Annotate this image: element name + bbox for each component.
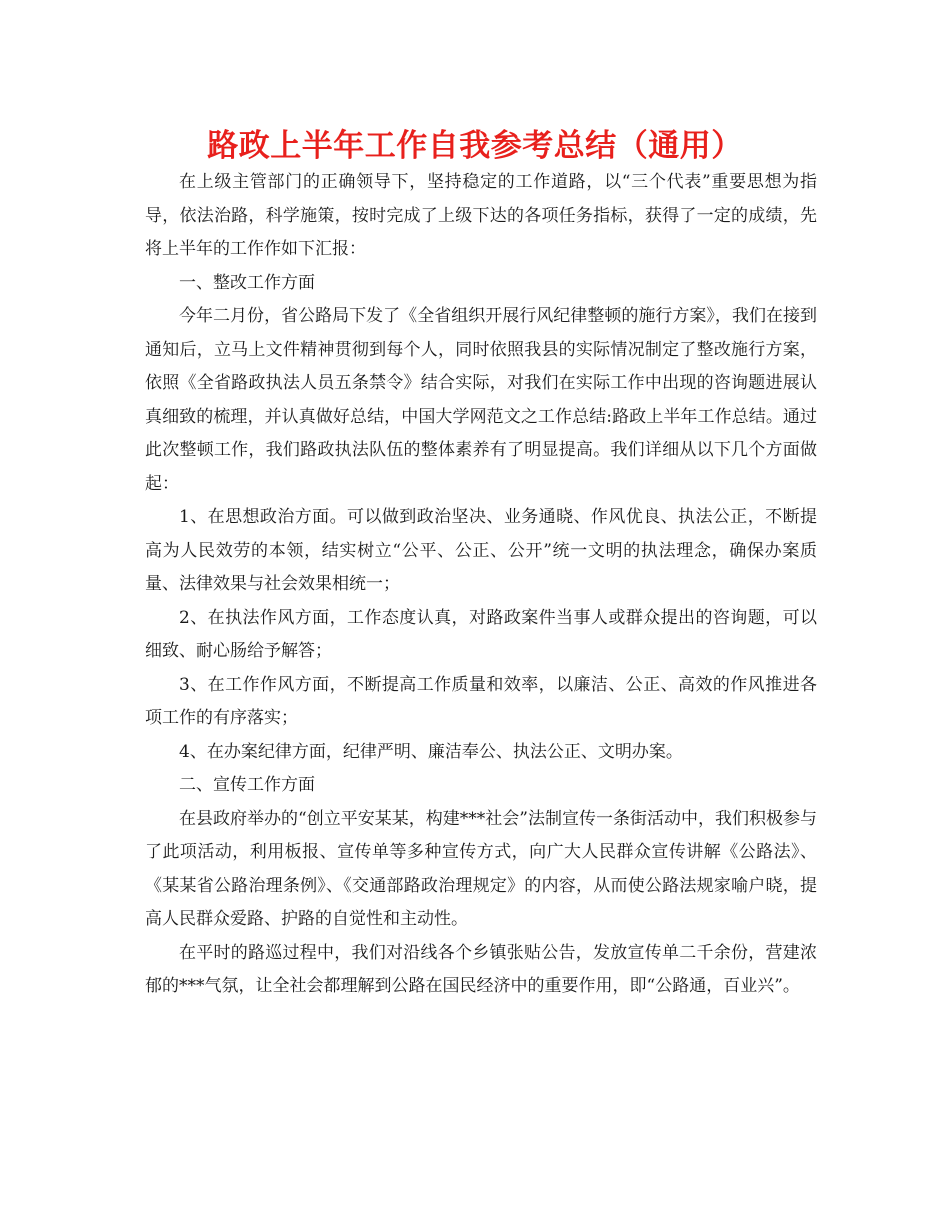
body-paragraph: 在县政府举办的“创立平安某某，构建***社会”法制宣传一条街活动中，我们积极参与了此项活动，利用板报、宣传单等多种宣传方式，向广大人民群众宣传讲解《公路法》、《某某省公路治理条例》、《交通部路政治理规定》的内容，从而使公路法规家喻户晓，提高人民群众爱路、护路的自觉性和主动性。 (145, 808, 817, 929)
document-body (145, 166, 817, 1004)
section-heading-rectification: 一、整改工作方面 (179, 272, 315, 293)
list-item-political: 1、在思想政治方面。可以做到政治坚决、业务通晓、作风优良、执法公正，不断提高为人民效劳的本领，结实树立“公平、公正、公开”统一文明的执法理念，确保办案质量、法律效果与社会效果相统一； (145, 507, 817, 594)
list-item-law-enforcement: 2、在执法作风方面，工作态度认真，对路政案件当事人或群众提出的咨询题，可以细致、耐心肠给予解答； (145, 607, 817, 661)
intro-paragraph: 在上级主管部门的正确领导下，坚持稳定的工作道路，以“三个代表”重要思想为指导，依法治路，科学施策，按时完成了上级下达的各项任务指标，获得了一定的成绩，先将上半年的工作作如下汇报： (145, 172, 817, 259)
body-paragraph: 在平时的路巡过程中，我们对沿线各个乡镇张贴公告，发放宣传单二千余份，营建浓郁的***气氛，让全社会都理解到公路在国民经济中的重要作用，即“公路通，百业兴”。 (145, 942, 817, 996)
body-paragraph: 今年二月份，省公路局下发了《全省组织开展行风纪律整顿的施行方案》，我们在接到通知后，立马上文件精神贯彻到每个人，同时依照我县的实际情况制定了整改施行方案，依照《全省路政执法人员五条禁令》结合实际，对我们在实际工作中出现的咨询题进展认真细致的梳理，并认真做好总结，中国大学网范文之工作总结:路政上半年工作总结。通过此次整顿工作，我们路政执法队伍的整体素养有了明显提高。我们详细从以下几个方面做起： (145, 306, 817, 494)
list-item-work-style: 3、在工作作风方面，不断提高工作质量和效率，以廉洁、公正、高效的作风推进各项工作的有序落实； (145, 674, 817, 728)
page-title: 路政上半年工作自我参考总结（通用） (207, 128, 743, 164)
section-heading-publicity: 二、宣传工作方面 (179, 775, 315, 795)
list-item-discipline: 4、在办案纪律方面，纪律严明、廉洁奉公、执法公正、文明办案。 (179, 741, 683, 762)
